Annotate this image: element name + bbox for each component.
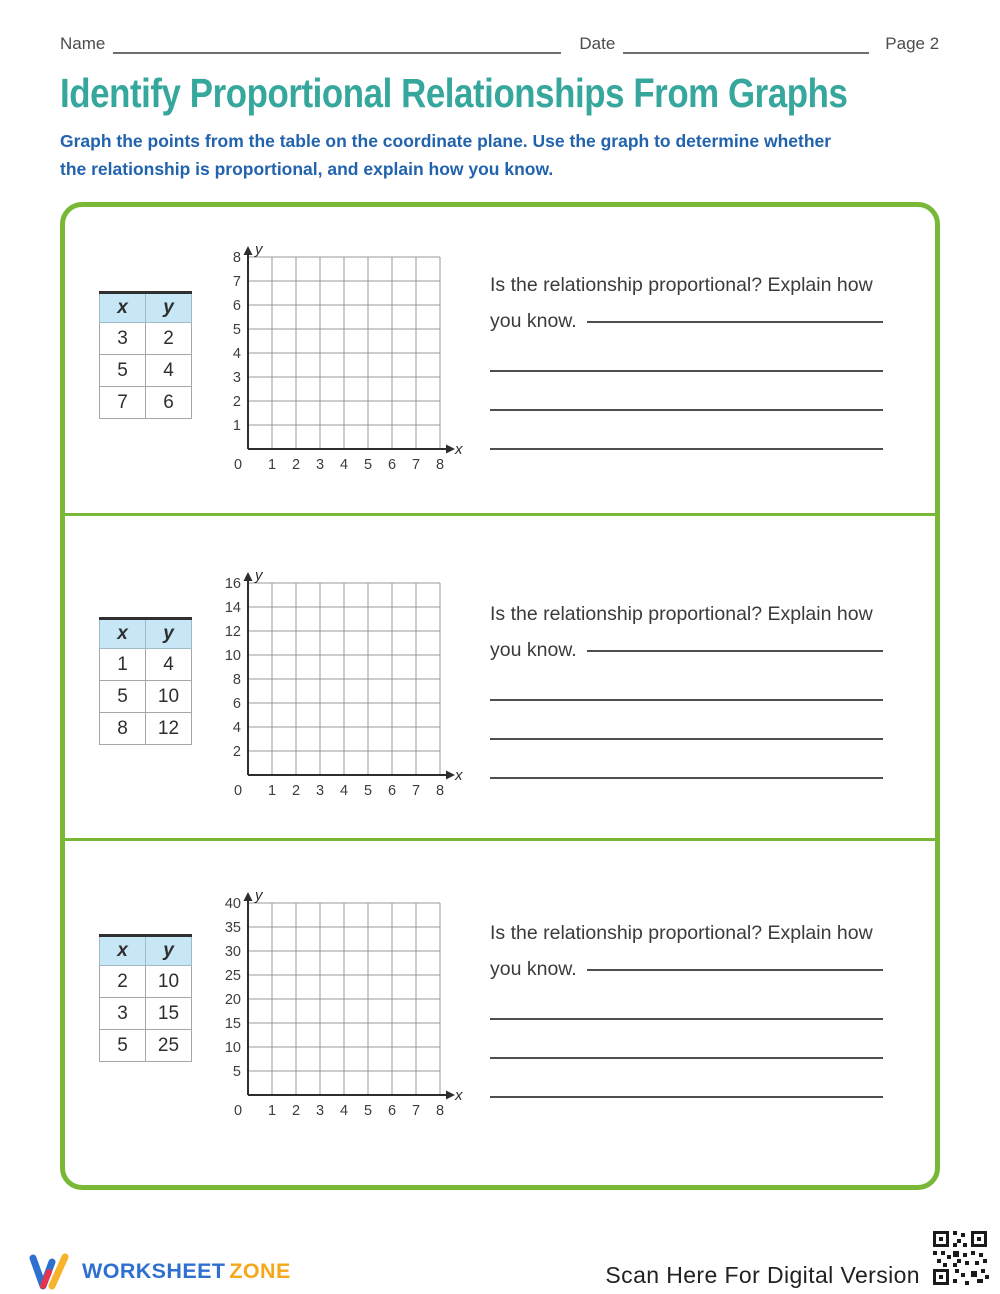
- x-tick-label: 4: [339, 457, 349, 473]
- answer-line[interactable]: [490, 699, 883, 701]
- answer-line[interactable]: [587, 969, 883, 971]
- date-fill-line[interactable]: [623, 34, 869, 54]
- table-cell: 5: [100, 681, 146, 713]
- table-cell: 7: [100, 387, 146, 419]
- xy-table: [99, 617, 192, 745]
- x-tick-label: 7: [411, 457, 421, 473]
- x-axis-arrow-icon: [446, 771, 455, 780]
- x-tick-label: 8: [435, 457, 445, 473]
- x-tick-label: 1: [267, 457, 277, 473]
- table-header-x: x: [100, 293, 146, 323]
- answer-line[interactable]: [490, 409, 883, 411]
- table-cell: 4: [146, 355, 192, 387]
- table-cell: 2: [146, 323, 192, 355]
- y-tick-label: 8: [232, 250, 241, 266]
- worksheet-title: Identify Proportional Relationships From Graphs: [60, 70, 848, 116]
- worksheet-instructions: [60, 127, 940, 183]
- brand-name-zone: ZONE: [229, 1258, 291, 1283]
- table-header-y: y: [146, 619, 192, 649]
- x-tick-label: 2: [291, 457, 301, 473]
- y-tick-label: 10: [224, 648, 241, 664]
- x-axis-label: x: [455, 441, 463, 458]
- date-label: Date: [579, 34, 616, 53]
- table-cell: 15: [146, 998, 192, 1030]
- xy-table: [99, 934, 192, 1062]
- y-tick-label: 2: [232, 394, 241, 410]
- instructions-line-2: the relationship is proportional, and explain how you know.: [60, 159, 554, 179]
- table-cell: 10: [146, 681, 192, 713]
- x-axis-label: x: [455, 1087, 463, 1104]
- problem-1-table: [99, 291, 192, 419]
- coordinate-grid: [210, 243, 466, 475]
- table-cell: 5: [100, 1030, 146, 1062]
- answer-line[interactable]: [490, 777, 883, 779]
- qr-code: [931, 1229, 989, 1292]
- table-header-y: y: [146, 936, 192, 966]
- y-axis-label: y: [255, 243, 263, 258]
- y-tick-label: 40: [224, 896, 241, 912]
- table-cell: 5: [100, 355, 146, 387]
- x-tick-label: 6: [387, 1103, 397, 1119]
- table-header-x: x: [100, 936, 146, 966]
- y-axis-label: y: [255, 569, 263, 584]
- table-cell: 8: [100, 713, 146, 745]
- y-tick-label: 20: [224, 992, 241, 1008]
- x-tick-label: 5: [363, 1103, 373, 1119]
- y-tick-label: 4: [232, 346, 241, 362]
- table-row: [100, 966, 192, 998]
- question-text: Is the relationship proportional? Explain how: [490, 922, 873, 944]
- x-tick-label: 6: [387, 457, 397, 473]
- y-tick-label: 1: [232, 418, 241, 434]
- table-row: [100, 323, 192, 355]
- brand-name-worksheet: WORKSHEET: [82, 1258, 226, 1283]
- problem-3: [65, 838, 935, 1182]
- x-axis-arrow-icon: [446, 1091, 455, 1100]
- x-tick-label: 5: [363, 457, 373, 473]
- y-tick-label: 5: [232, 1064, 241, 1080]
- x-tick-label: 6: [387, 783, 397, 799]
- problem-1-graph: [210, 243, 466, 480]
- x-tick-label: 5: [363, 783, 373, 799]
- name-label: Name: [60, 34, 106, 53]
- table-cell: 6: [146, 387, 192, 419]
- y-tick-label: 5: [232, 322, 241, 338]
- table-header-y: y: [146, 293, 192, 323]
- problem-3-table: [99, 934, 192, 1062]
- answer-line[interactable]: [490, 1018, 883, 1020]
- x-tick-label: 0: [233, 457, 243, 473]
- coordinate-grid: [210, 889, 466, 1121]
- y-tick-label: 4: [232, 720, 241, 736]
- x-tick-label: 4: [339, 783, 349, 799]
- table-row: [100, 355, 192, 387]
- y-tick-label: 6: [232, 298, 241, 314]
- y-tick-label: 35: [224, 920, 241, 936]
- problem-1: [65, 207, 935, 513]
- x-tick-label: 2: [291, 783, 301, 799]
- x-tick-label: 3: [315, 783, 325, 799]
- answer-line[interactable]: [490, 1057, 883, 1059]
- table-row: [100, 681, 192, 713]
- x-tick-label: 3: [315, 457, 325, 473]
- x-tick-label: 0: [233, 1103, 243, 1119]
- y-tick-label: 8: [232, 672, 241, 688]
- table-row: [100, 1030, 192, 1062]
- table-cell: 4: [146, 649, 192, 681]
- answer-line[interactable]: [490, 738, 883, 740]
- x-tick-label: 8: [435, 783, 445, 799]
- problems-container: [60, 202, 940, 1190]
- y-tick-label: 25: [224, 968, 241, 984]
- table-cell: 3: [100, 998, 146, 1030]
- problem-2-question: [490, 596, 883, 779]
- table-row: [100, 649, 192, 681]
- name-fill-line[interactable]: [113, 34, 561, 54]
- y-tick-label: 15: [224, 1016, 241, 1032]
- y-tick-label: 3: [232, 370, 241, 386]
- problem-2: [65, 513, 935, 838]
- answer-line[interactable]: [587, 650, 883, 652]
- problem-3-graph: [210, 889, 466, 1126]
- table-cell: 1: [100, 649, 146, 681]
- worksheet-zone-logo-icon: [28, 1250, 74, 1292]
- x-tick-label: 2: [291, 1103, 301, 1119]
- table-cell: 10: [146, 966, 192, 998]
- y-tick-label: 12: [224, 624, 241, 640]
- answer-line[interactable]: [490, 370, 883, 372]
- question-text: Is the relationship proportional? Explain how: [490, 274, 873, 296]
- y-tick-label: 14: [224, 600, 241, 616]
- page-header: [60, 34, 942, 54]
- answer-line[interactable]: [490, 448, 883, 450]
- x-axis-label: x: [455, 767, 463, 784]
- problem-2-graph: [210, 569, 466, 806]
- table-row: [100, 387, 192, 419]
- x-tick-label: 8: [435, 1103, 445, 1119]
- question-text: you know.: [490, 639, 577, 661]
- table-header-x: x: [100, 619, 146, 649]
- qr-code-icon: [931, 1229, 989, 1287]
- worksheet-zone-logo: [28, 1250, 291, 1292]
- x-tick-label: 4: [339, 1103, 349, 1119]
- question-text: you know.: [490, 958, 577, 980]
- y-tick-label: 30: [224, 944, 241, 960]
- question-text: you know.: [490, 310, 577, 332]
- y-axis-arrow-icon: [244, 246, 253, 255]
- table-cell: 12: [146, 713, 192, 745]
- y-tick-label: 6: [232, 696, 241, 712]
- x-tick-label: 0: [233, 783, 243, 799]
- problem-3-question: [490, 915, 883, 1098]
- instructions-line-1: Graph the points from the table on the coordinate plane. Use the graph to determine whether: [60, 131, 832, 151]
- question-text: Is the relationship proportional? Explain how: [490, 603, 873, 625]
- coordinate-grid: [210, 569, 466, 801]
- table-cell: 3: [100, 323, 146, 355]
- table-row: [100, 998, 192, 1030]
- scan-here-text: Scan Here For Digital Version: [605, 1262, 920, 1288]
- x-tick-label: 1: [267, 783, 277, 799]
- y-axis-arrow-icon: [244, 892, 253, 901]
- x-tick-label: 1: [267, 1103, 277, 1119]
- y-tick-label: 7: [232, 274, 241, 290]
- answer-line[interactable]: [490, 1096, 883, 1098]
- problem-1-question: [490, 267, 883, 450]
- table-cell: 25: [146, 1030, 192, 1062]
- answer-line[interactable]: [587, 321, 883, 323]
- x-tick-label: 7: [411, 1103, 421, 1119]
- table-row: [100, 713, 192, 745]
- x-axis-arrow-icon: [446, 445, 455, 454]
- x-tick-label: 7: [411, 783, 421, 799]
- y-axis-label: y: [255, 889, 263, 904]
- y-tick-label: 2: [232, 744, 241, 760]
- problem-2-table: [99, 617, 192, 745]
- table-cell: 2: [100, 966, 146, 998]
- y-axis-arrow-icon: [244, 572, 253, 581]
- page-number: Page 2: [885, 34, 940, 53]
- y-tick-label: 16: [224, 576, 241, 592]
- xy-table: [99, 291, 192, 419]
- x-tick-label: 3: [315, 1103, 325, 1119]
- y-tick-label: 10: [224, 1040, 241, 1056]
